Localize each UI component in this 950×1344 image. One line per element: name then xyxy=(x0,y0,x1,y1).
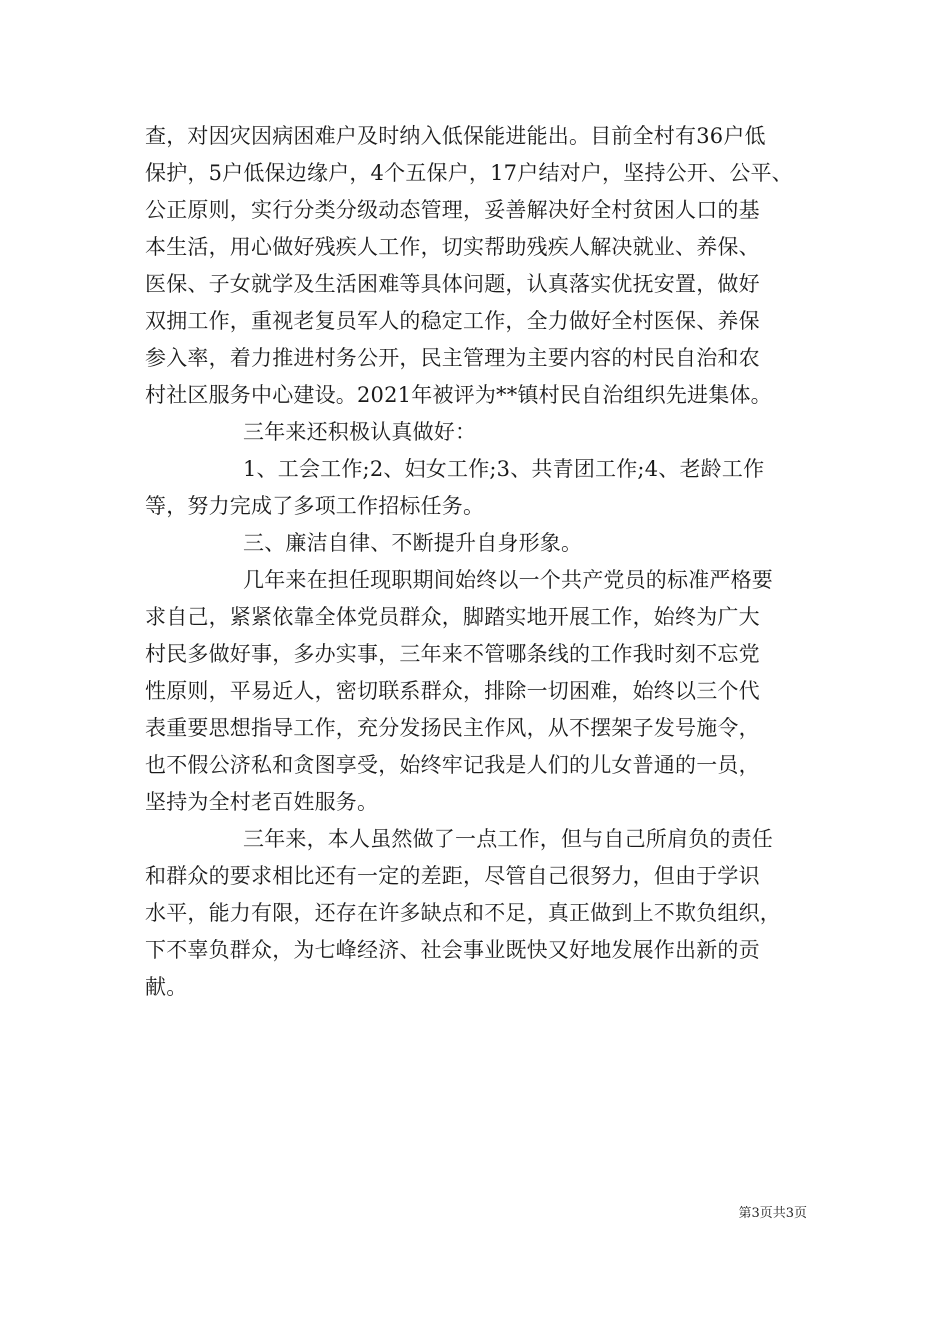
text-line: 也不假公济私和贪图享受，始终牢记我是人们的儿女普通的一员， xyxy=(145,753,760,777)
text-line: 三年来还积极认真做好： xyxy=(243,420,477,444)
text-line: 公正原则，实行分类分级动态管理，妥善解决好全村贫困人口的基 xyxy=(145,198,760,222)
text-line: 坚持为全村老百姓服务。 xyxy=(145,790,379,814)
text-line: 1、工会工作;2、妇女工作;3、共青团工作;4、老龄工作 xyxy=(243,457,765,481)
text-line: 本生活，用心做好残疾人工作，切实帮助残疾人解决就业、养保、 xyxy=(145,235,760,259)
text-line: 参入率，着力推进村务公开，民主管理为主要内容的村民自治和农 xyxy=(145,346,760,370)
section-heading: 三、廉洁自律、不断提升自身形象。 xyxy=(243,531,583,555)
paragraph-other-work-list xyxy=(145,451,810,525)
paragraph-low-income-support xyxy=(145,118,810,414)
text-line: 查，对因灾因病困难户及时纳入低保能进能出。目前全村有36户低 xyxy=(145,124,766,148)
text-line: 等，努力完成了多项工作招标任务。 xyxy=(145,494,485,518)
text-line: 献。 xyxy=(145,975,188,999)
paragraph-conclusion xyxy=(145,821,810,1006)
text-line: 村社区服务中心建设。2021年被评为**镇村民自治组织先进集体。 xyxy=(145,383,772,407)
text-line: 求自己，紧紧依靠全体党员群众，脚踏实地开展工作，始终为广大 xyxy=(145,605,760,629)
text-line: 医保、子女就学及生活困难等具体问题，认真落实优抚安置，做好 xyxy=(145,272,760,296)
page-number: 第3页共3页 xyxy=(738,1206,807,1221)
text-line: 保护，5户低保边缘户，4个五保户，17户结对户，坚持公开、公平、 xyxy=(145,161,793,185)
paragraph-integrity xyxy=(145,562,810,821)
text-line: 和群众的要求相比还有一定的差距，尽管自己很努力，但由于学识 xyxy=(145,864,760,888)
section-heading-integrity xyxy=(145,525,810,562)
text-line: 性原则，平易近人，密切联系群众，排除一切困难，始终以三个代 xyxy=(145,679,760,703)
paragraph-other-work-intro xyxy=(145,414,810,451)
text-line: 水平，能力有限，还存在许多缺点和不足，真正做到上不欺负组织， xyxy=(145,901,781,925)
text-line: 表重要思想指导工作，充分发扬民主作风，从不摆架子发号施令， xyxy=(145,716,760,740)
text-line: 几年来在担任现职期间始终以一个共产党员的标准严格要 xyxy=(243,568,773,592)
document-body xyxy=(145,118,810,1006)
text-line: 双拥工作，重视老复员军人的稳定工作，全力做好全村医保、养保 xyxy=(145,309,760,333)
text-line: 村民多做好事，多办实事，三年来不管哪条线的工作我时刻不忘党 xyxy=(145,642,760,666)
text-line: 三年来，本人虽然做了一点工作，但与自己所肩负的责任 xyxy=(243,827,773,851)
text-line: 下不辜负群众，为七峰经济、社会事业既快又好地发展作出新的贡 xyxy=(145,938,760,962)
